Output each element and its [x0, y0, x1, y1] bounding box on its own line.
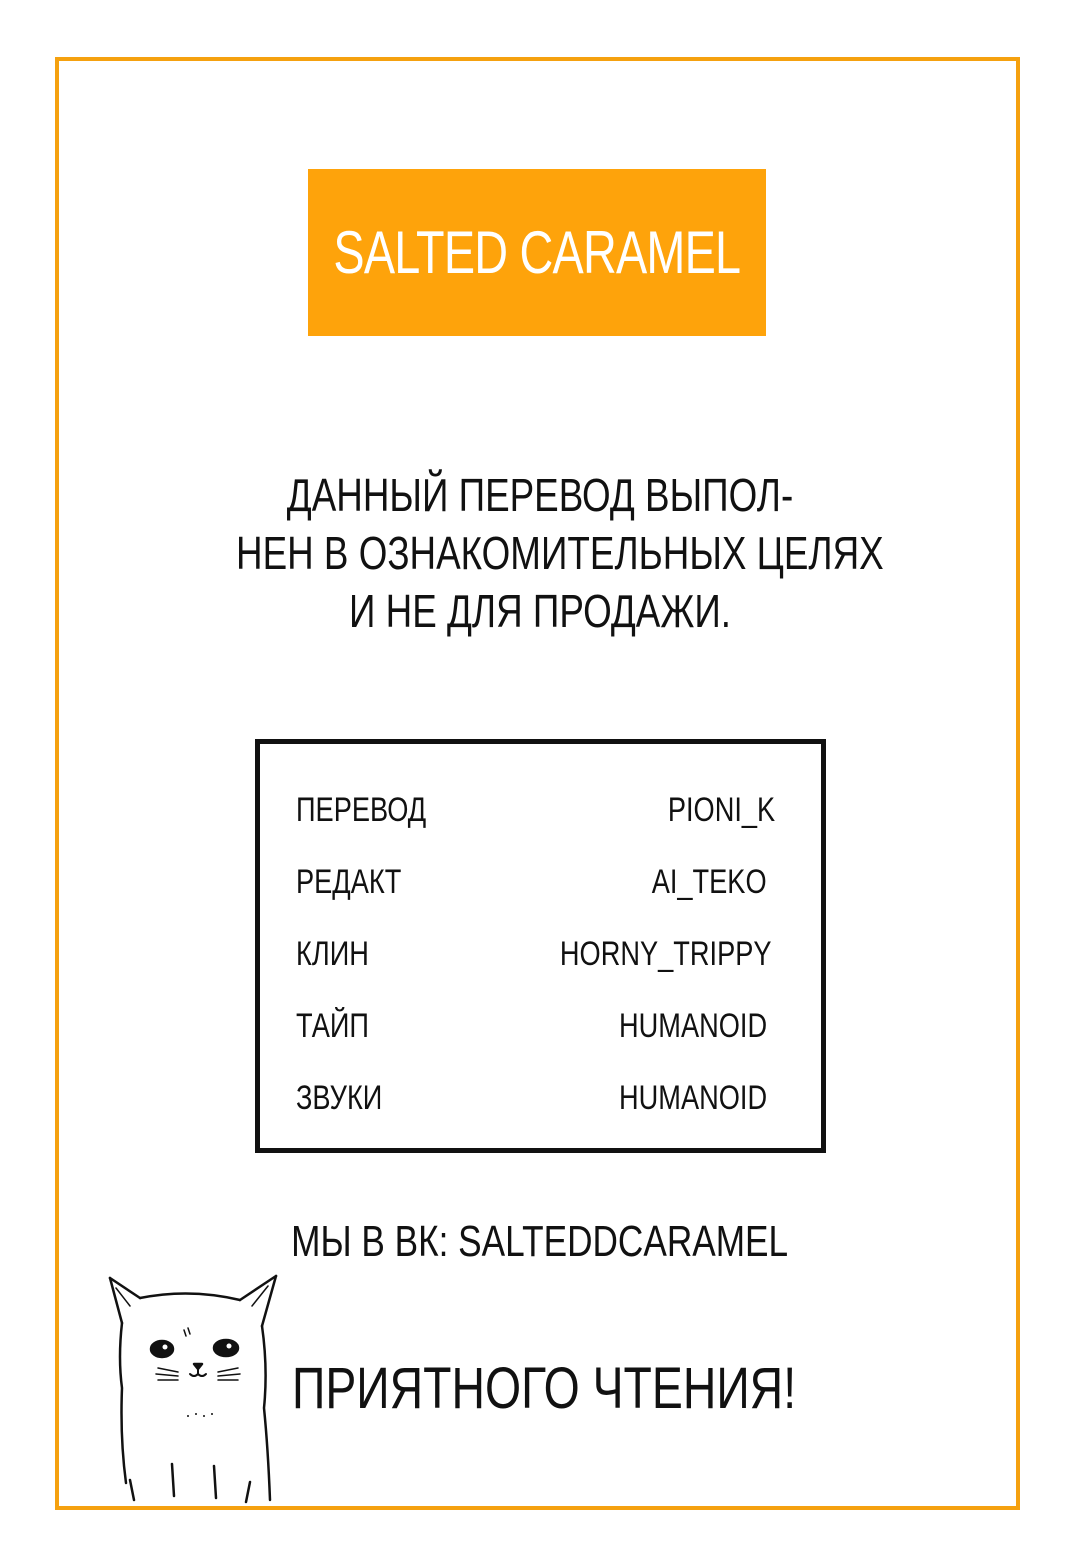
credit-role: ЗВУКИ — [296, 1079, 383, 1117]
credit-row — [296, 1073, 775, 1123]
credit-role: ТАЙП — [296, 1007, 369, 1045]
credit-name: PIONI_K — [667, 791, 775, 829]
social-text: МЫ В ВК: SALTEDDCARAMEL — [291, 1217, 789, 1266]
disclaimer-line: ДАННЫЙ ПЕРЕВОД ВЫПОЛ- — [286, 469, 794, 521]
credit-row — [296, 1001, 775, 1051]
credit-name: HUMANOID — [618, 1079, 767, 1117]
title-banner — [308, 169, 766, 336]
disclaimer — [160, 466, 920, 640]
credit-role: КЛИН — [296, 935, 369, 973]
credit-name: HUMANOID — [618, 1007, 767, 1045]
credit-role: ПЕРЕВОД — [296, 791, 427, 829]
disclaimer-line: НЕН В ОЗНАКОМИТЕЛЬНЫХ ЦЕЛЯХ — [236, 527, 884, 579]
credit-name: HORNY_TRIPPY — [559, 935, 771, 973]
credit-row — [296, 929, 775, 979]
greeting-text: ПРИЯТНОГО ЧТЕНИЯ! — [292, 1356, 797, 1421]
credit-row — [296, 857, 775, 907]
page-title: SALTED CARAMEL — [333, 219, 741, 286]
social-line — [180, 1212, 900, 1272]
credit-name: AI_TEKO — [652, 863, 767, 901]
greeting — [292, 1354, 922, 1424]
credits-box — [255, 739, 826, 1153]
credit-role: РЕДАКТ — [296, 863, 402, 901]
cat-icon — [100, 1268, 290, 1508]
disclaimer-line: И НЕ ДЛЯ ПРОДАЖИ. — [348, 585, 732, 637]
credit-row — [296, 785, 775, 835]
